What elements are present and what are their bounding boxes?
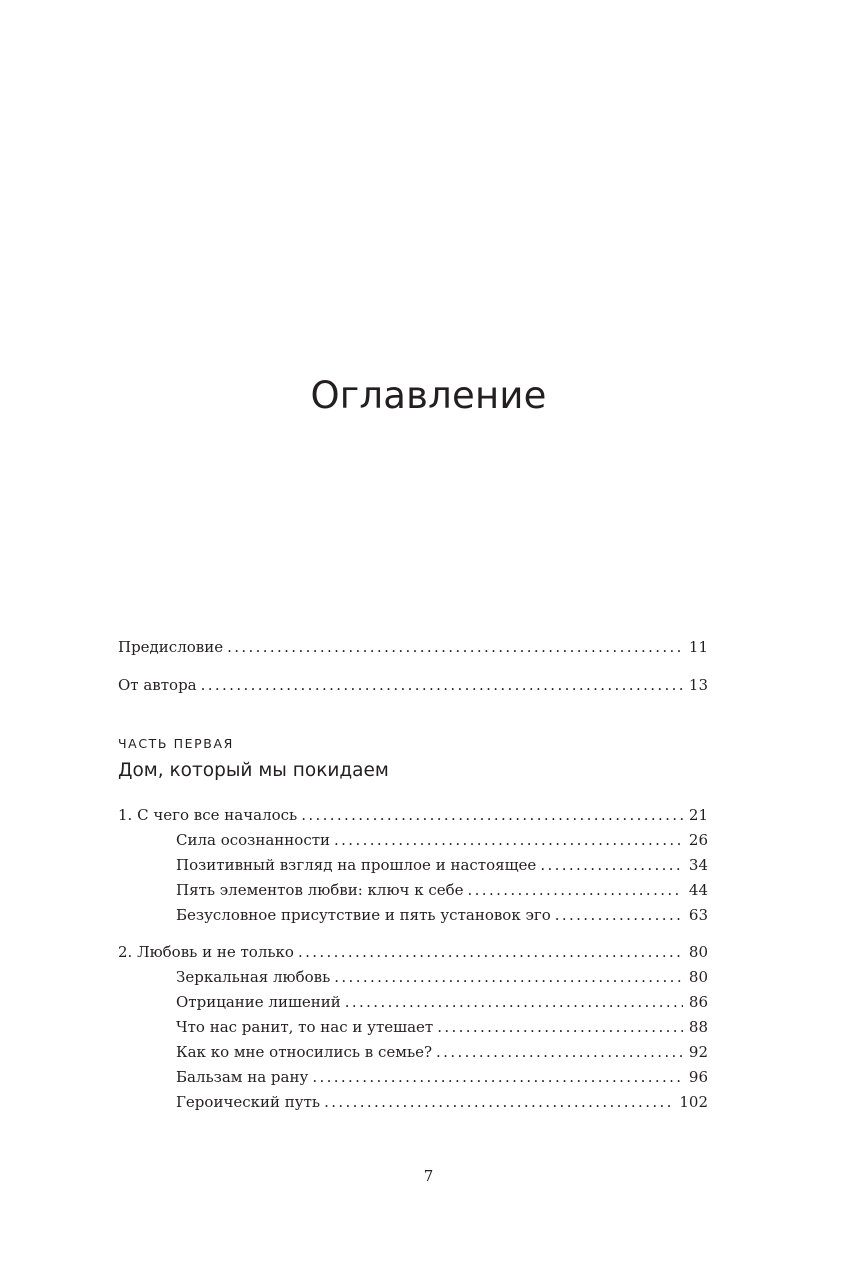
toc-entry-label: Героический путь [176,1093,321,1111]
toc-leader-dots [312,1067,683,1087]
part-title: Дом, который мы покидаем [118,760,389,781]
toc-entry-page: 11 [688,638,708,656]
toc-section[interactable] [176,880,708,900]
toc-section[interactable] [176,830,708,850]
toc-leader-dots [334,967,683,987]
toc-leader-dots [298,942,683,962]
toc-section[interactable] [176,905,708,925]
toc-leader-dots [437,1017,683,1037]
toc-section[interactable] [176,1017,708,1037]
page-title: Оглавление [310,374,547,417]
part-kicker: ЧАСТЬ ПЕРВАЯ [118,736,234,751]
toc-entry-page: 88 [688,1018,708,1036]
toc-section[interactable] [176,1067,708,1087]
toc-entry-page: 80 [688,968,708,986]
toc-entry-label: 2. Любовь и не только [118,943,294,961]
toc-entry-label: Что нас ранит, то нас и утешает [176,1018,434,1036]
toc-entry-from-author[interactable] [118,675,708,695]
toc-entry-preface[interactable] [118,637,708,657]
toc-entry-label: Как ко мне относились в семье? [176,1043,433,1061]
toc-chapter-1[interactable] [118,805,708,825]
toc-leader-dots [334,830,683,850]
toc-leader-dots [227,637,683,657]
toc-entry-label: Предисловие [118,638,224,656]
toc-leader-dots [436,1042,683,1062]
toc-section[interactable] [176,1042,708,1062]
toc-entry-page: 13 [688,676,708,694]
toc-section[interactable] [176,855,708,875]
toc-leader-dots [301,805,683,825]
toc-leader-dots [324,1092,673,1112]
toc-entry-label: Сила осознанности [176,831,331,849]
toc-entry-page: 44 [688,881,708,899]
toc-section[interactable] [176,992,708,1012]
toc-entry-label: 1. С чего все началось [118,806,298,824]
toc-entry-label: Зеркальная любовь [176,968,331,986]
toc-entry-label: От автора [118,676,197,694]
toc-entry-page: 102 [679,1093,708,1111]
page-number: 7 [423,1167,434,1185]
toc-entry-page: 26 [688,831,708,849]
toc-entry-page: 63 [688,906,708,924]
toc-leader-dots [468,880,683,900]
toc-entry-label: Безусловное присутствие и пять установок эго [176,906,551,924]
toc-leader-dots [201,675,683,695]
toc-chapter-2[interactable] [118,942,708,962]
toc-entry-page: 34 [688,856,708,874]
toc-entry-page: 80 [688,943,708,961]
toc-entry-page: 96 [688,1068,708,1086]
toc-section[interactable] [176,967,708,987]
toc-leader-dots [555,905,683,925]
toc-leader-dots [540,855,683,875]
toc-entry-label: Бальзам на рану [176,1068,309,1086]
toc-entry-page: 92 [688,1043,708,1061]
toc-section[interactable] [176,1092,708,1112]
toc-entry-label: Пять элементов любви: ключ к себе [176,881,464,899]
toc-entry-label: Позитивный взгляд на прошлое и настоящее [176,856,537,874]
toc-entry-label: Отрицание лишений [176,993,341,1011]
toc-entry-page: 86 [688,993,708,1011]
toc-entry-page: 21 [688,806,708,824]
toc-leader-dots [345,992,683,1012]
